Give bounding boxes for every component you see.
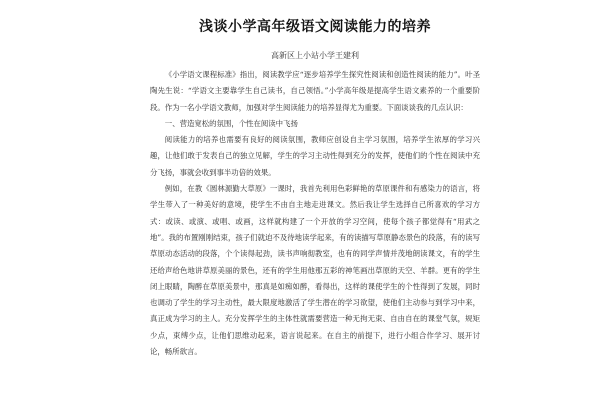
section-heading: 一、营造宽松的氛围，个性在阅读中飞扬: [164, 118, 298, 128]
intro-paragraph: 《小学语文课程标准》指出，阅读教学应“逐步培养学生探究性阅读和创造性阅读的能力”。叶圣陶先生说：“学语文主要靠学生自己读书，自己领悟。”小学高年级是提高学生语文素养的一个重要阶段。作为一名小学语文教师，加强对学生阅读能力的培养显得尤为重要。下面谈谈我的几点认识：: [150, 70, 480, 112]
body-paragraph: 例如，在教《圆林源勤大草原》一课时，我首先利用色彩鲜艳的草原课件和有感染力的语言，将学生带入了一种美好的意境，使学生不由自主地走进课文。然后我让学生选择自己所喜欢的学习方式：或读、或演、或唱、或画，这样就构建了一个开放的学习空间，使每个孩子都觉得有“用武之地”。我的布置刚刚结束，孩子们就迫不及待地读学起来，有的读描写草原静态景色的段落，有的读写草原动态活动的段落，个个读得起劲，读书声响彻教室，也有的同学声情并茂地朗读课文，有的学生还给声给色地讲草原美丽的景色，还有的学生用他那五彩的神笔画出草原的天空、羊群。更有的学生闭上眼睛，陶醉在草原美景中，那真是如痴如醉，看得出，这样的课使学生的个性得到了发展，同时也调动了学生的学习主动性，最大限度地激活了学生潜在的学习欲望，使他们主动参与到学习中来，真正成为学习的主人。充分发挥学生的主体性就需要营造一种无拘无束、自由自在的课堂气氛，规矩少点，束缚少点，让他们思维动起来，语言说起来。在自主的前提下，进行小组合作学习、展开讨论，畅所欲言。: [150, 184, 480, 357]
body-paragraph: 阅读能力的培养也需要有良好的阅读氛围，教师应创设自主学习氛围，培养学生浓厚的学习兴趣，让他们敢于发表自己的独立见解，学生的学习主动性得到充分的发挥，使他们的个性在阅读中充分飞扬，事就会收到事半功倍的效果。: [150, 135, 480, 177]
document-author: 高新区上小站小学王建利: [271, 51, 359, 60]
document-title: 浅谈小学高年级语文阅读能力的培养: [199, 19, 431, 35]
